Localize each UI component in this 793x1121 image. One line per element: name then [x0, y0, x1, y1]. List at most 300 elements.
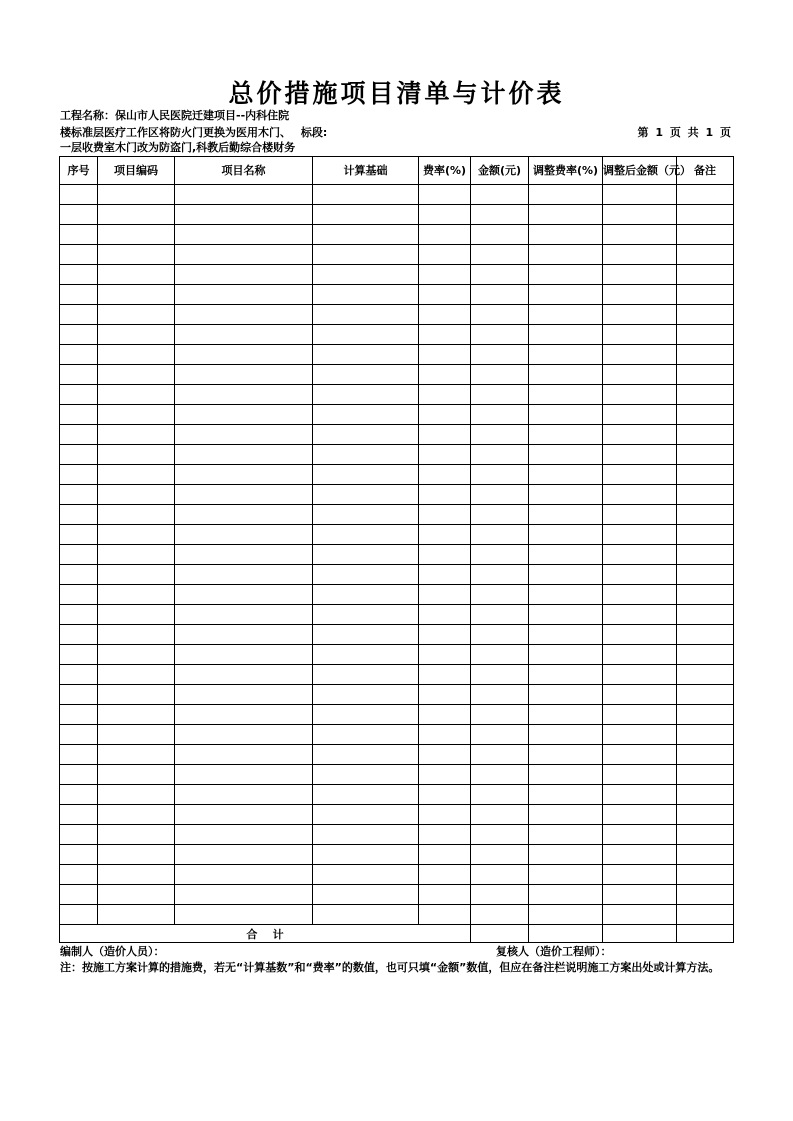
table-cell[interactable]	[313, 325, 419, 345]
table-cell[interactable]	[175, 285, 313, 305]
table-cell[interactable]	[60, 665, 98, 685]
table-cell[interactable]	[471, 765, 529, 785]
table-cell[interactable]	[419, 265, 471, 285]
table-cell[interactable]	[677, 565, 734, 585]
table-cell[interactable]	[471, 365, 529, 385]
table-cell[interactable]	[60, 465, 98, 485]
table-cell[interactable]	[677, 465, 734, 485]
table-cell[interactable]	[313, 745, 419, 765]
table-cell[interactable]	[419, 585, 471, 605]
table-cell[interactable]	[529, 685, 603, 705]
table-cell[interactable]	[313, 845, 419, 865]
table-cell[interactable]	[471, 625, 529, 645]
table-cell[interactable]	[603, 305, 677, 325]
table-cell[interactable]	[175, 205, 313, 225]
table-cell[interactable]	[529, 525, 603, 545]
table-cell[interactable]	[529, 465, 603, 485]
table-cell[interactable]	[677, 785, 734, 805]
table-cell[interactable]	[529, 865, 603, 885]
table-cell[interactable]	[60, 885, 98, 905]
table-cell[interactable]	[419, 505, 471, 525]
table-cell[interactable]	[60, 505, 98, 525]
table-cell[interactable]	[603, 545, 677, 565]
table-cell[interactable]	[175, 525, 313, 545]
table-cell[interactable]	[60, 545, 98, 565]
table-cell[interactable]	[471, 305, 529, 325]
table-cell[interactable]	[98, 325, 175, 345]
table-cell[interactable]	[603, 265, 677, 285]
table-cell[interactable]	[677, 505, 734, 525]
table-cell[interactable]	[471, 445, 529, 465]
table-cell[interactable]	[98, 545, 175, 565]
table-cell[interactable]	[313, 725, 419, 745]
table-cell[interactable]	[471, 845, 529, 865]
table-cell[interactable]	[529, 505, 603, 525]
table-cell[interactable]	[529, 485, 603, 505]
table-cell[interactable]	[313, 185, 419, 205]
table-cell[interactable]	[98, 685, 175, 705]
table-cell[interactable]	[313, 585, 419, 605]
table-cell[interactable]	[313, 385, 419, 405]
table-cell[interactable]	[313, 265, 419, 285]
table-cell[interactable]	[175, 865, 313, 885]
table-cell[interactable]	[471, 485, 529, 505]
table-cell[interactable]	[529, 845, 603, 865]
table-cell[interactable]	[313, 445, 419, 465]
table-cell[interactable]	[175, 645, 313, 665]
table-cell[interactable]	[603, 885, 677, 905]
table-cell[interactable]	[603, 405, 677, 425]
table-cell[interactable]	[60, 405, 98, 425]
table-cell[interactable]	[603, 745, 677, 765]
table-cell[interactable]	[313, 525, 419, 545]
table-cell[interactable]	[471, 505, 529, 525]
table-cell[interactable]	[175, 425, 313, 445]
table-cell[interactable]	[677, 645, 734, 665]
table-cell[interactable]	[175, 305, 313, 325]
total-cell[interactable]	[471, 925, 529, 943]
table-cell[interactable]	[419, 445, 471, 465]
table-cell[interactable]	[603, 605, 677, 625]
table-cell[interactable]	[175, 885, 313, 905]
table-cell[interactable]	[419, 325, 471, 345]
table-cell[interactable]	[98, 825, 175, 845]
table-cell[interactable]	[98, 425, 175, 445]
table-cell[interactable]	[471, 725, 529, 745]
table-cell[interactable]	[471, 545, 529, 565]
table-cell[interactable]	[471, 285, 529, 305]
table-cell[interactable]	[313, 605, 419, 625]
table-cell[interactable]	[419, 745, 471, 765]
table-cell[interactable]	[471, 585, 529, 605]
table-cell[interactable]	[677, 665, 734, 685]
table-cell[interactable]	[603, 805, 677, 825]
table-cell[interactable]	[419, 765, 471, 785]
table-cell[interactable]	[529, 285, 603, 305]
table-cell[interactable]	[677, 805, 734, 825]
table-cell[interactable]	[419, 345, 471, 365]
table-cell[interactable]	[60, 765, 98, 785]
table-cell[interactable]	[677, 285, 734, 305]
table-cell[interactable]	[603, 585, 677, 605]
table-cell[interactable]	[419, 305, 471, 325]
table-cell[interactable]	[471, 685, 529, 705]
table-cell[interactable]	[60, 785, 98, 805]
table-cell[interactable]	[419, 285, 471, 305]
table-cell[interactable]	[419, 605, 471, 625]
table-cell[interactable]	[419, 825, 471, 845]
table-cell[interactable]	[419, 625, 471, 645]
table-cell[interactable]	[677, 585, 734, 605]
total-cell[interactable]	[529, 925, 603, 943]
table-cell[interactable]	[313, 905, 419, 925]
table-cell[interactable]	[313, 285, 419, 305]
table-cell[interactable]	[603, 505, 677, 525]
table-cell[interactable]	[603, 445, 677, 465]
table-cell[interactable]	[677, 725, 734, 745]
table-cell[interactable]	[677, 885, 734, 905]
table-cell[interactable]	[313, 345, 419, 365]
table-cell[interactable]	[471, 885, 529, 905]
table-cell[interactable]	[529, 585, 603, 605]
table-cell[interactable]	[603, 385, 677, 405]
table-cell[interactable]	[529, 185, 603, 205]
table-cell[interactable]	[313, 565, 419, 585]
table-cell[interactable]	[313, 465, 419, 485]
table-cell[interactable]	[677, 825, 734, 845]
table-cell[interactable]	[419, 385, 471, 405]
table-cell[interactable]	[98, 725, 175, 745]
table-cell[interactable]	[603, 465, 677, 485]
table-cell[interactable]	[603, 325, 677, 345]
table-cell[interactable]	[98, 265, 175, 285]
table-cell[interactable]	[471, 805, 529, 825]
table-cell[interactable]	[98, 565, 175, 585]
table-cell[interactable]	[60, 305, 98, 325]
table-cell[interactable]	[98, 785, 175, 805]
table-cell[interactable]	[529, 545, 603, 565]
total-cell[interactable]	[603, 925, 677, 943]
table-cell[interactable]	[175, 445, 313, 465]
table-cell[interactable]	[175, 625, 313, 645]
table-cell[interactable]	[419, 365, 471, 385]
table-cell[interactable]	[60, 385, 98, 405]
table-cell[interactable]	[60, 825, 98, 845]
table-cell[interactable]	[677, 265, 734, 285]
table-cell[interactable]	[60, 485, 98, 505]
table-cell[interactable]	[471, 405, 529, 425]
table-cell[interactable]	[175, 685, 313, 705]
table-cell[interactable]	[677, 545, 734, 565]
table-cell[interactable]	[471, 825, 529, 845]
table-cell[interactable]	[98, 285, 175, 305]
table-cell[interactable]	[98, 225, 175, 245]
table-cell[interactable]	[529, 365, 603, 385]
table-cell[interactable]	[98, 645, 175, 665]
table-cell[interactable]	[603, 865, 677, 885]
table-cell[interactable]	[419, 485, 471, 505]
table-cell[interactable]	[98, 505, 175, 525]
table-cell[interactable]	[419, 705, 471, 725]
table-cell[interactable]	[98, 205, 175, 225]
table-cell[interactable]	[98, 905, 175, 925]
table-cell[interactable]	[98, 665, 175, 685]
table-cell[interactable]	[98, 625, 175, 645]
table-cell[interactable]	[529, 345, 603, 365]
table-cell[interactable]	[677, 845, 734, 865]
table-cell[interactable]	[419, 865, 471, 885]
table-cell[interactable]	[98, 745, 175, 765]
table-cell[interactable]	[529, 385, 603, 405]
table-cell[interactable]	[175, 725, 313, 745]
table-cell[interactable]	[471, 345, 529, 365]
table-cell[interactable]	[313, 625, 419, 645]
table-cell[interactable]	[98, 485, 175, 505]
table-cell[interactable]	[98, 345, 175, 365]
table-cell[interactable]	[175, 765, 313, 785]
table-cell[interactable]	[529, 245, 603, 265]
table-cell[interactable]	[529, 405, 603, 425]
table-cell[interactable]	[98, 525, 175, 545]
table-cell[interactable]	[60, 265, 98, 285]
table-cell[interactable]	[175, 245, 313, 265]
table-cell[interactable]	[677, 445, 734, 465]
table-cell[interactable]	[60, 625, 98, 645]
table-cell[interactable]	[603, 365, 677, 385]
table-cell[interactable]	[60, 425, 98, 445]
table-cell[interactable]	[677, 765, 734, 785]
table-cell[interactable]	[471, 325, 529, 345]
table-cell[interactable]	[603, 625, 677, 645]
table-cell[interactable]	[98, 465, 175, 485]
table-cell[interactable]	[529, 605, 603, 625]
table-cell[interactable]	[98, 305, 175, 325]
table-cell[interactable]	[419, 665, 471, 685]
table-cell[interactable]	[471, 745, 529, 765]
table-cell[interactable]	[419, 685, 471, 705]
table-cell[interactable]	[98, 805, 175, 825]
table-cell[interactable]	[313, 505, 419, 525]
table-cell[interactable]	[471, 525, 529, 545]
table-cell[interactable]	[677, 745, 734, 765]
table-cell[interactable]	[419, 225, 471, 245]
table-cell[interactable]	[313, 805, 419, 825]
table-cell[interactable]	[603, 245, 677, 265]
table-cell[interactable]	[677, 425, 734, 445]
table-cell[interactable]	[60, 725, 98, 745]
table-cell[interactable]	[313, 885, 419, 905]
table-cell[interactable]	[529, 825, 603, 845]
table-cell[interactable]	[603, 765, 677, 785]
table-cell[interactable]	[677, 605, 734, 625]
table-cell[interactable]	[98, 445, 175, 465]
table-cell[interactable]	[529, 885, 603, 905]
table-cell[interactable]	[313, 645, 419, 665]
table-cell[interactable]	[471, 185, 529, 205]
table-cell[interactable]	[529, 725, 603, 745]
table-cell[interactable]	[98, 585, 175, 605]
table-cell[interactable]	[471, 245, 529, 265]
table-cell[interactable]	[98, 365, 175, 385]
table-cell[interactable]	[313, 405, 419, 425]
table-cell[interactable]	[60, 845, 98, 865]
table-cell[interactable]	[529, 265, 603, 285]
table-cell[interactable]	[313, 665, 419, 685]
table-cell[interactable]	[529, 205, 603, 225]
table-cell[interactable]	[313, 305, 419, 325]
table-cell[interactable]	[677, 905, 734, 925]
table-cell[interactable]	[471, 465, 529, 485]
table-cell[interactable]	[175, 265, 313, 285]
table-cell[interactable]	[677, 225, 734, 245]
table-cell[interactable]	[603, 825, 677, 845]
table-cell[interactable]	[471, 605, 529, 625]
table-cell[interactable]	[603, 285, 677, 305]
table-cell[interactable]	[677, 625, 734, 645]
table-cell[interactable]	[603, 485, 677, 505]
table-cell[interactable]	[60, 865, 98, 885]
table-cell[interactable]	[603, 345, 677, 365]
table-cell[interactable]	[60, 345, 98, 365]
table-cell[interactable]	[529, 745, 603, 765]
table-cell[interactable]	[677, 365, 734, 385]
table-cell[interactable]	[60, 645, 98, 665]
table-cell[interactable]	[529, 785, 603, 805]
table-cell[interactable]	[175, 545, 313, 565]
table-cell[interactable]	[419, 565, 471, 585]
table-cell[interactable]	[313, 365, 419, 385]
table-cell[interactable]	[603, 725, 677, 745]
table-cell[interactable]	[98, 185, 175, 205]
table-cell[interactable]	[313, 685, 419, 705]
table-cell[interactable]	[175, 405, 313, 425]
table-cell[interactable]	[60, 605, 98, 625]
table-cell[interactable]	[419, 785, 471, 805]
table-cell[interactable]	[603, 225, 677, 245]
table-cell[interactable]	[603, 845, 677, 865]
table-cell[interactable]	[175, 225, 313, 245]
table-cell[interactable]	[677, 205, 734, 225]
table-cell[interactable]	[677, 185, 734, 205]
table-cell[interactable]	[419, 725, 471, 745]
table-cell[interactable]	[60, 745, 98, 765]
table-cell[interactable]	[60, 205, 98, 225]
table-cell[interactable]	[98, 865, 175, 885]
table-cell[interactable]	[175, 785, 313, 805]
table-cell[interactable]	[175, 565, 313, 585]
table-cell[interactable]	[529, 765, 603, 785]
table-cell[interactable]	[313, 225, 419, 245]
table-cell[interactable]	[471, 865, 529, 885]
table-cell[interactable]	[603, 645, 677, 665]
table-cell[interactable]	[98, 845, 175, 865]
table-cell[interactable]	[471, 265, 529, 285]
table-cell[interactable]	[603, 905, 677, 925]
table-cell[interactable]	[175, 705, 313, 725]
table-cell[interactable]	[529, 445, 603, 465]
table-cell[interactable]	[471, 205, 529, 225]
table-cell[interactable]	[529, 625, 603, 645]
table-cell[interactable]	[529, 645, 603, 665]
table-cell[interactable]	[60, 565, 98, 585]
table-cell[interactable]	[471, 385, 529, 405]
table-cell[interactable]	[175, 485, 313, 505]
table-cell[interactable]	[60, 685, 98, 705]
table-cell[interactable]	[313, 485, 419, 505]
table-cell[interactable]	[175, 825, 313, 845]
table-cell[interactable]	[175, 805, 313, 825]
table-cell[interactable]	[529, 805, 603, 825]
table-cell[interactable]	[419, 905, 471, 925]
table-cell[interactable]	[419, 645, 471, 665]
table-cell[interactable]	[419, 465, 471, 485]
table-cell[interactable]	[60, 705, 98, 725]
table-cell[interactable]	[98, 405, 175, 425]
table-cell[interactable]	[677, 385, 734, 405]
table-cell[interactable]	[98, 245, 175, 265]
table-cell[interactable]	[175, 845, 313, 865]
table-cell[interactable]	[175, 585, 313, 605]
table-cell[interactable]	[677, 705, 734, 725]
table-cell[interactable]	[313, 705, 419, 725]
table-cell[interactable]	[175, 185, 313, 205]
table-cell[interactable]	[313, 785, 419, 805]
table-cell[interactable]	[603, 785, 677, 805]
table-cell[interactable]	[529, 905, 603, 925]
table-cell[interactable]	[98, 385, 175, 405]
table-cell[interactable]	[677, 525, 734, 545]
table-cell[interactable]	[603, 685, 677, 705]
table-cell[interactable]	[529, 325, 603, 345]
table-cell[interactable]	[471, 785, 529, 805]
table-cell[interactable]	[677, 325, 734, 345]
table-cell[interactable]	[313, 245, 419, 265]
table-cell[interactable]	[313, 765, 419, 785]
table-cell[interactable]	[175, 385, 313, 405]
table-cell[interactable]	[677, 865, 734, 885]
table-cell[interactable]	[175, 345, 313, 365]
table-cell[interactable]	[60, 365, 98, 385]
table-cell[interactable]	[313, 205, 419, 225]
total-cell[interactable]	[677, 925, 734, 943]
table-cell[interactable]	[60, 185, 98, 205]
table-cell[interactable]	[419, 405, 471, 425]
table-cell[interactable]	[313, 425, 419, 445]
table-cell[interactable]	[175, 465, 313, 485]
table-cell[interactable]	[471, 645, 529, 665]
table-cell[interactable]	[471, 425, 529, 445]
table-cell[interactable]	[60, 325, 98, 345]
table-cell[interactable]	[98, 885, 175, 905]
table-cell[interactable]	[60, 585, 98, 605]
table-cell[interactable]	[529, 665, 603, 685]
table-cell[interactable]	[529, 705, 603, 725]
table-cell[interactable]	[603, 525, 677, 545]
table-cell[interactable]	[603, 185, 677, 205]
table-cell[interactable]	[603, 565, 677, 585]
table-cell[interactable]	[419, 545, 471, 565]
table-cell[interactable]	[677, 685, 734, 705]
table-cell[interactable]	[419, 425, 471, 445]
table-cell[interactable]	[175, 745, 313, 765]
table-cell[interactable]	[529, 565, 603, 585]
table-cell[interactable]	[98, 605, 175, 625]
table-cell[interactable]	[529, 425, 603, 445]
table-cell[interactable]	[471, 665, 529, 685]
table-cell[interactable]	[175, 505, 313, 525]
table-cell[interactable]	[313, 545, 419, 565]
table-cell[interactable]	[60, 445, 98, 465]
